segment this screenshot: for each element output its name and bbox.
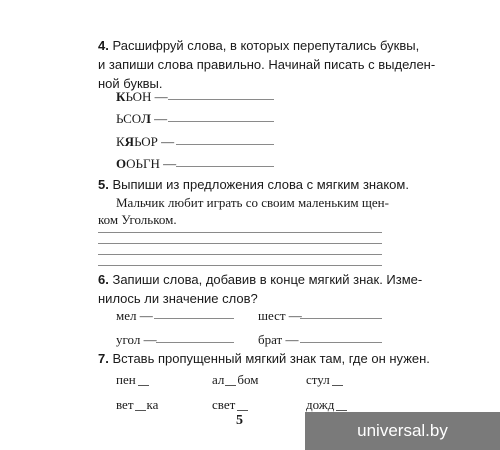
answer-line-word-3[interactable]	[176, 144, 274, 145]
letter-blank[interactable]	[336, 399, 347, 411]
writing-line-1[interactable]	[98, 232, 382, 233]
task-6-heading	[98, 270, 422, 289]
task-6-word-brat: брат —	[258, 332, 299, 347]
letter-blank[interactable]	[332, 374, 343, 386]
answer-line-shest[interactable]	[300, 318, 382, 319]
letter-blank[interactable]	[138, 374, 149, 386]
task-4-heading	[98, 36, 419, 55]
task-6-word-shest: шест —	[258, 308, 302, 323]
task-5-sentence-1: Мальчик любит играть со своим маленьким щен-	[116, 195, 389, 210]
answer-line-word-2[interactable]	[168, 121, 274, 122]
answer-line-ugol[interactable]	[156, 342, 234, 343]
task-7-word-pen: пен	[116, 372, 150, 388]
writing-line-2[interactable]	[98, 243, 382, 244]
watermark-badge	[305, 412, 500, 450]
task-4-number: 4.	[98, 38, 109, 53]
task-4-line-1: Расшифруй слова, в которых перепутались буквы,	[112, 38, 420, 53]
task-6-number: 6.	[98, 272, 109, 287]
task-6-line-2: нилось ли значение слов?	[98, 291, 258, 306]
answer-line-word-1[interactable]	[168, 99, 274, 100]
task-4-line-2: и запиши слова правильно. Начинай писать с выделен-	[98, 57, 436, 72]
task-7-word-svet: свет	[212, 397, 249, 413]
page-number: 5	[236, 413, 243, 428]
task-5-line-1: Выпиши из предложения слова с мягким знаком.	[112, 177, 409, 192]
task-7-number: 7.	[98, 351, 109, 366]
task-6-line-1: Запиши слова, добавив в конце мягкий знак. Изме-	[112, 272, 423, 287]
scrambled-word-3: КЯЬОР —	[116, 134, 175, 149]
writing-line-3[interactable]	[98, 254, 382, 255]
task-6-word-mel: мел —	[116, 308, 153, 323]
scrambled-word-4: ООЬГН —	[116, 156, 177, 171]
task-7-word-vetka: вет ка	[116, 397, 159, 412]
answer-line-word-4[interactable]	[176, 166, 274, 167]
task-7-heading	[98, 349, 430, 368]
task-7-word-albom: ал бом	[212, 372, 259, 387]
task-7-line-1: Вставь пропущенный мягкий знак там, где он нужен.	[112, 351, 430, 366]
watermark-text: universal.by	[357, 421, 448, 440]
letter-blank[interactable]	[237, 399, 248, 411]
writing-line-4[interactable]	[98, 265, 382, 266]
letter-blank[interactable]	[135, 399, 146, 411]
scrambled-word-2: ЬСОЛ —	[116, 111, 168, 126]
task-5-heading	[98, 175, 409, 194]
answer-line-mel[interactable]	[154, 318, 234, 319]
task-4-line-3: ной буквы.	[98, 76, 163, 91]
letter-blank[interactable]	[225, 374, 236, 386]
task-5-number: 5.	[98, 177, 109, 192]
task-7-word-stul: стул	[306, 372, 344, 388]
task-5-sentence-2: ком Угольком.	[98, 212, 177, 227]
answer-line-brat[interactable]	[300, 342, 382, 343]
task-7-word-dozhd: дожд	[306, 397, 348, 413]
task-6-word-ugol: угол —	[116, 332, 157, 347]
scrambled-word-1: КЬОН —	[116, 89, 168, 104]
